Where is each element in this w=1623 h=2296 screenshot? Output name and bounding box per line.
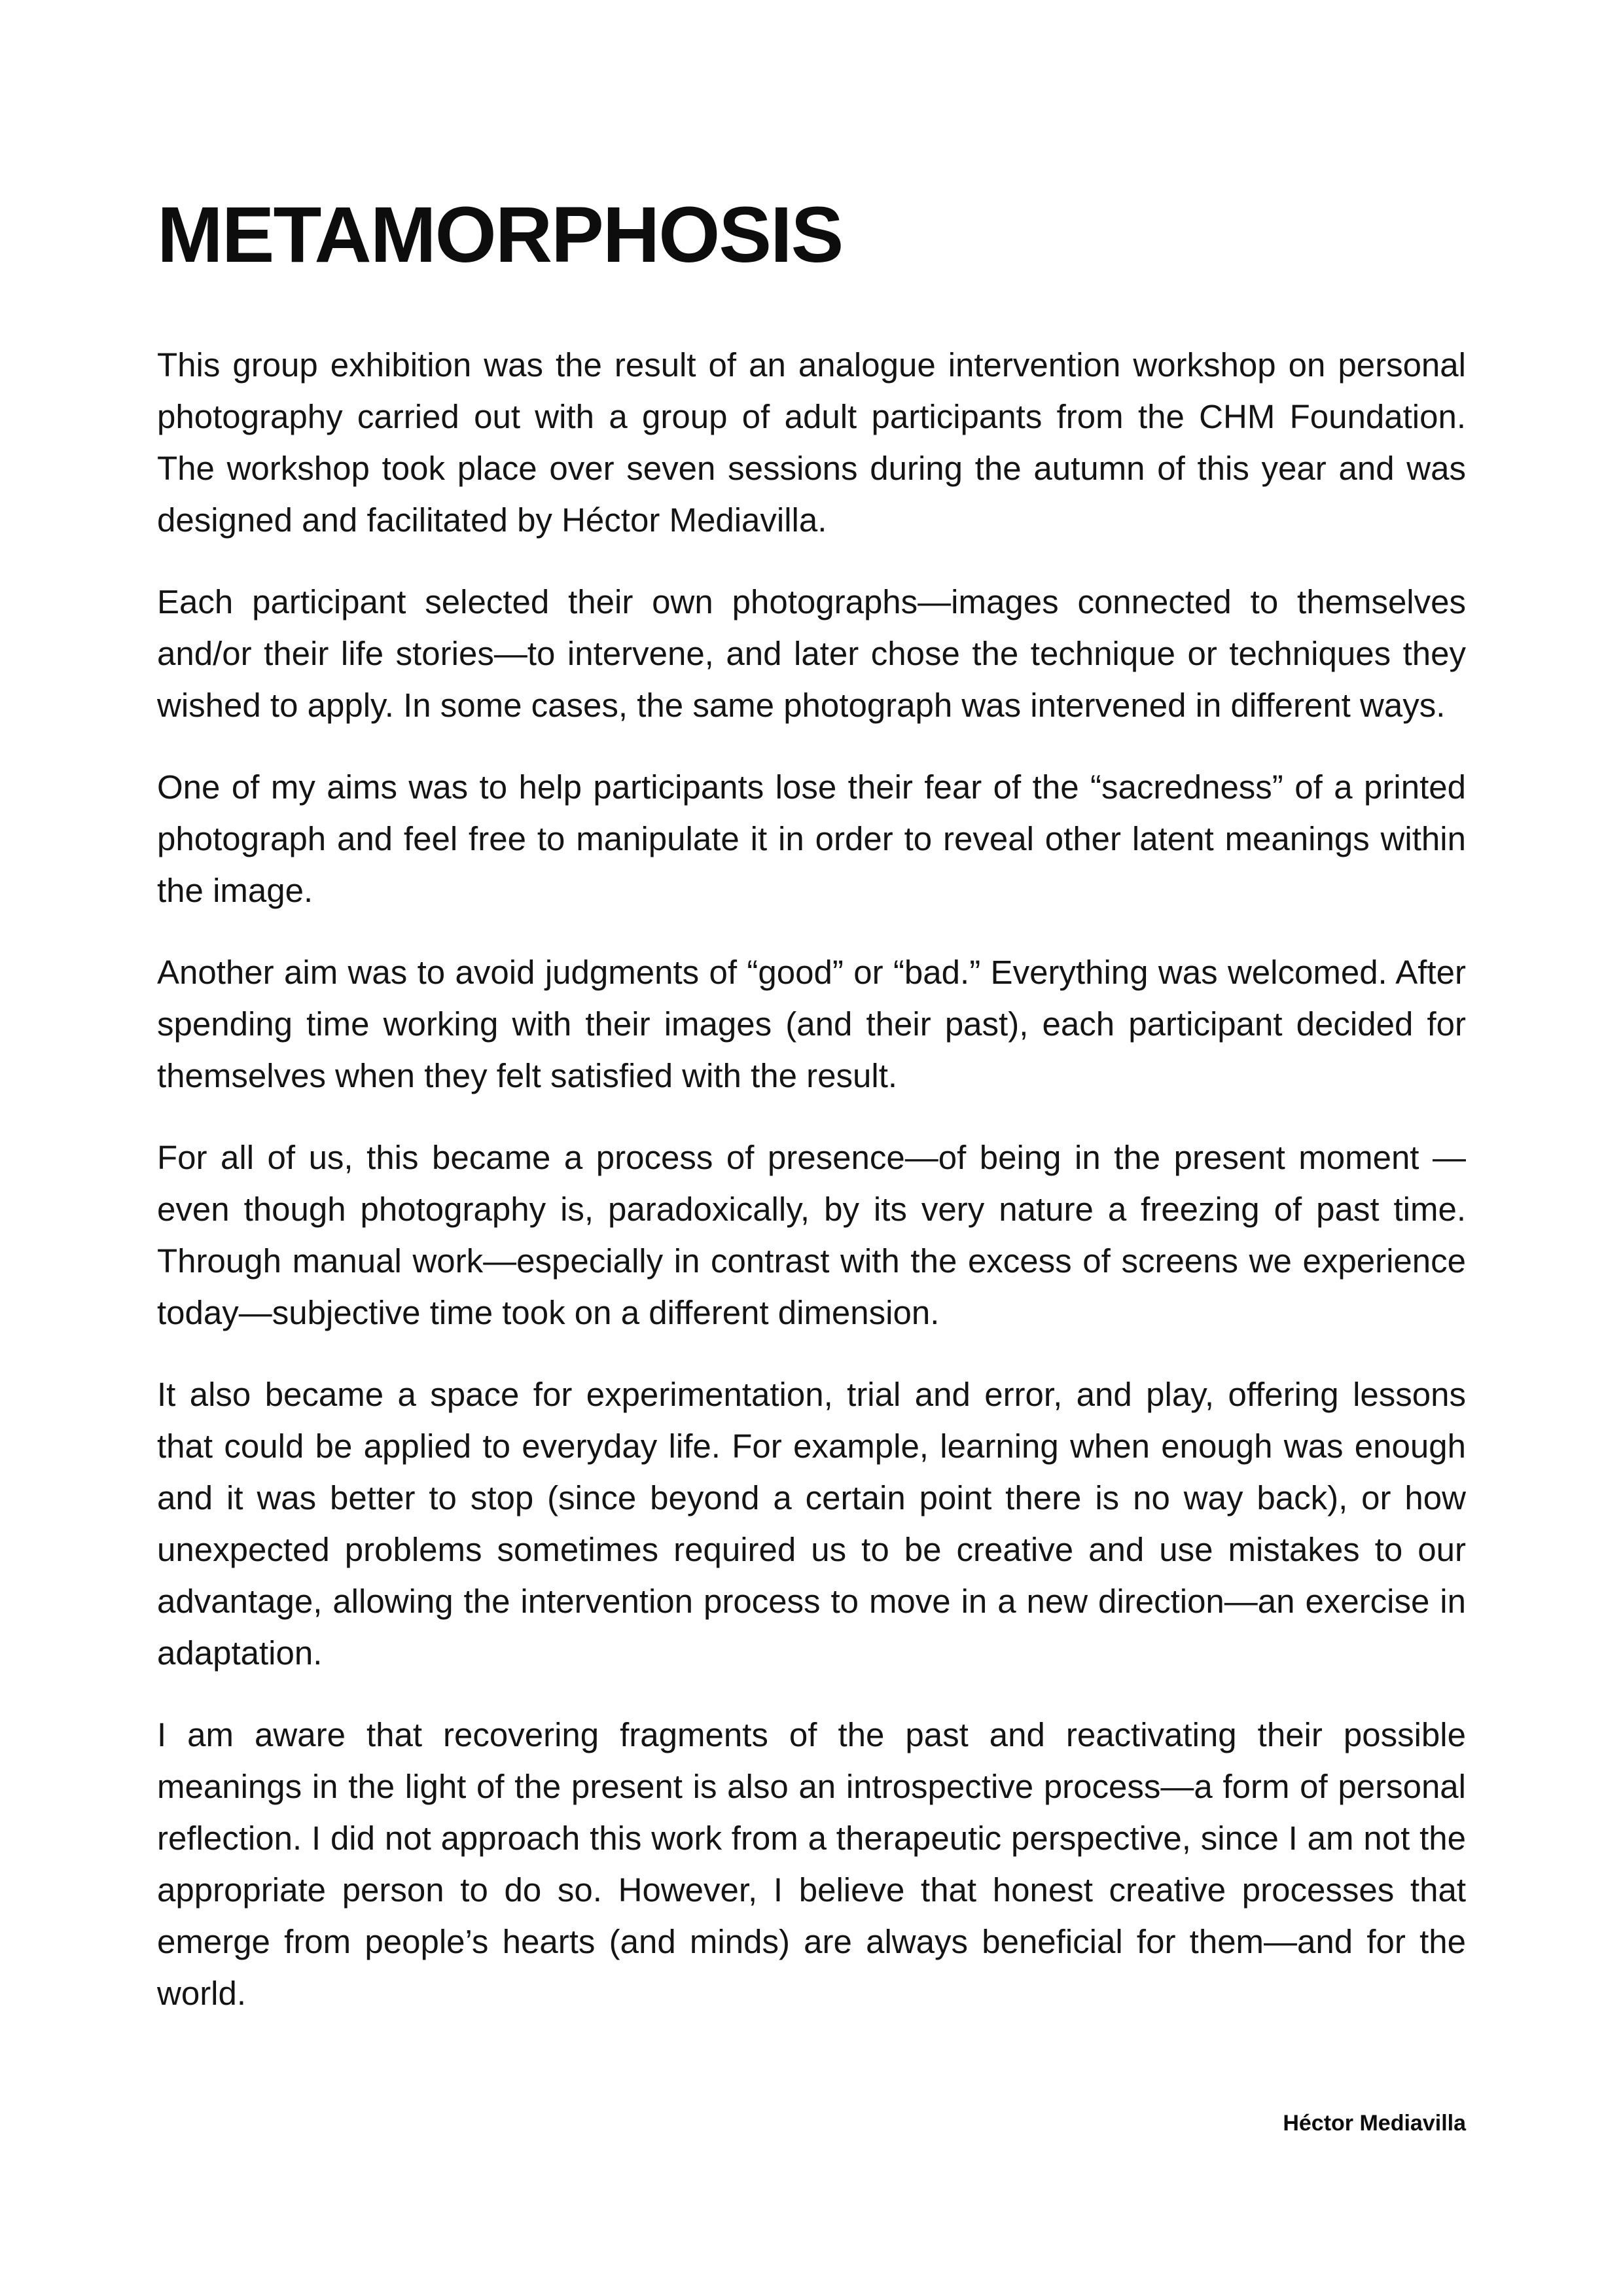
paragraph-2: Each participant selected their own photographs—images connected to themselves and/or their life stories—to intervene, and later chose the technique or techniques they wished to apply. In some cases, the same photograph was intervened in different ways.	[157, 583, 1466, 724]
author-signature: Héctor Mediavilla	[1283, 2111, 1466, 2136]
paragraph-5: For all of us, this became a process of presence—of being in the present moment —even though photography is, paradoxically, by its very nature a freezing of past time. Through manual work—especially in contrast with the excess of screens we experience today—subjective time took on a different dimension.	[157, 1139, 1466, 1331]
paragraph-3: One of my aims was to help participants lose their fear of the “sacredness” of a printed photograph and feel free to manipulate it in order to reveal other latent meanings within the image.	[157, 768, 1466, 909]
document-page	[157, 0, 1466, 2296]
paragraph-1: This group exhibition was the result of an analogue intervention workshop on personal photography carried out with a group of adult participants from the CHM Foundation. The workshop took place over seven sessions during the autumn of this year and was designed and facilitated by Héctor Mediavilla.	[157, 346, 1466, 539]
paragraph-7: I am aware that recovering fragments of the past and reactivating their possible meanings in the light of the present is also an introspective process—a form of personal reflection. I did not approach this work from a therapeutic perspective, since I am not the appropriate person to do so. However, I believe that honest creative processes that emerge from people’s hearts (and minds) are always beneficial for them—and for the world.	[157, 1716, 1466, 2012]
page-title: METAMORPHOSIS	[157, 190, 843, 279]
body-text	[157, 339, 1466, 2049]
paragraph-6: It also became a space for experimentation, trial and error, and play, offering lessons that could be applied to everyday life. For example, learning when enough was enough and it was better to stop (since beyond a certain point there is no way back), or how unexpected problems sometimes required us to be creative and use mistakes to our advantage, allowing the intervention process to move in a new direction—an exercise in adaptation.	[157, 1376, 1466, 1672]
paragraph-4: Another aim was to avoid judgments of “good” or “bad.” Everything was welcomed. After spending time working with their images (and their past), each participant decided for themselves when they felt satisfied with the result.	[157, 954, 1466, 1094]
